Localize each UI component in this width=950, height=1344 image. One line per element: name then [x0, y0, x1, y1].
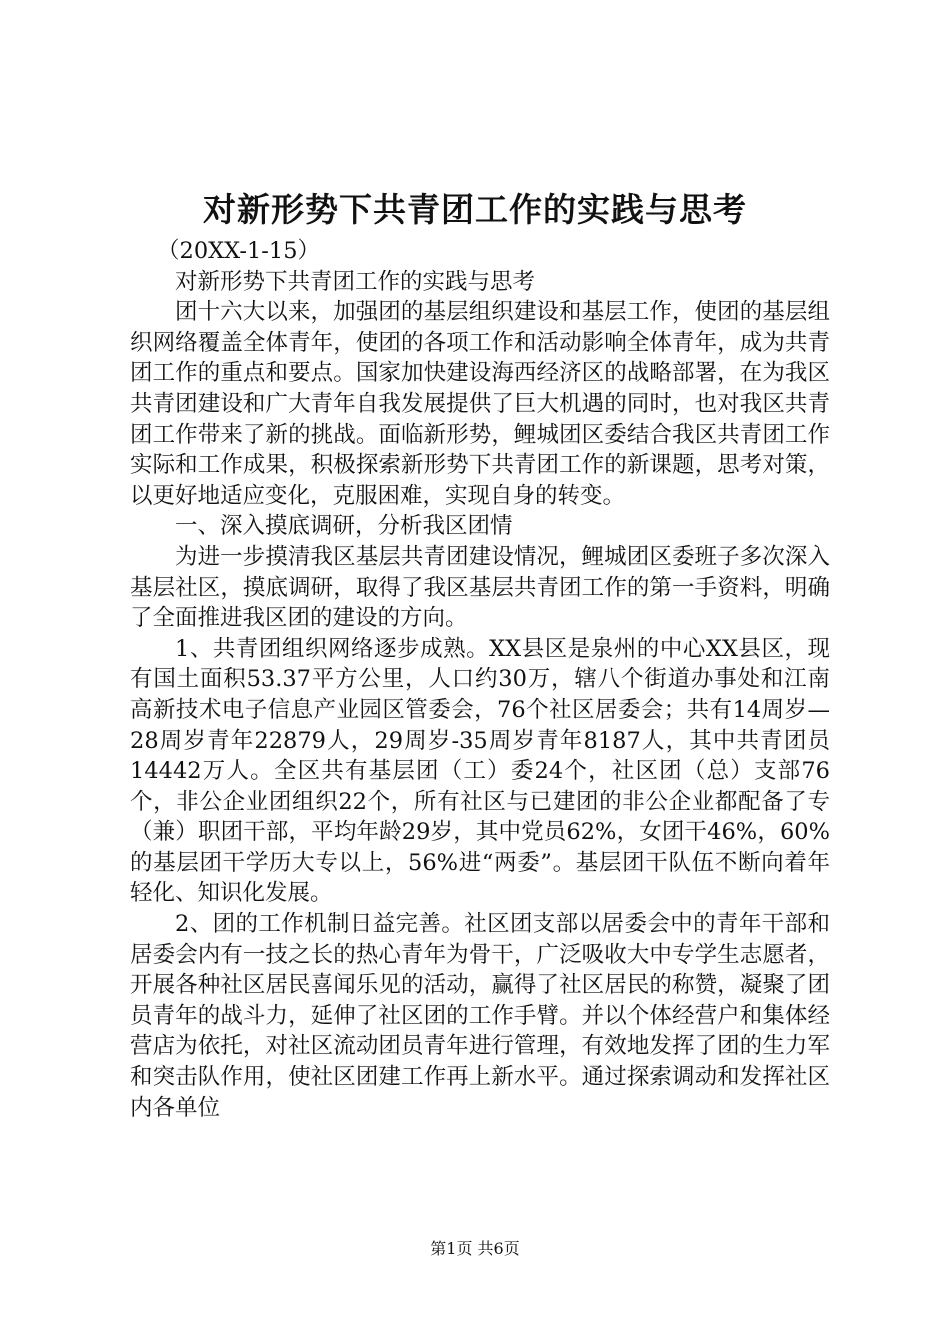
document-date: （20XX-1-15）: [157, 238, 321, 264]
document-title: 对新形势下共青团工作的实践与思考: [203, 190, 747, 229]
paragraph-intro: 团十六大以来，加强团的基层组织建设和基层工作，使团的基层组织网络覆盖全体青年，使团的各项工作和活动影响全体青年，成为共青团工作的重点和要点。国家加快建设海西经济区的战略部署，在为我区共青团建设和广大青年自我发展提供了巨大机遇的同时，也对我区共青团工作带来了新的挑战。面临新形势，鲤城团区委结合我区共青团工作实际和工作成果，积极探索新形势下共青团工作的新课题，思考对策，以更好地适应变化，克服困难，实现自身的转变。: [130, 299, 830, 509]
paragraph-subtitle: 对新形势下共青团工作的实践与思考: [175, 268, 536, 295]
paragraph-research: 为进一步摸清我区基层共青团建设情况，鲤城团区委班子多次深入基层社区，摸底调研，取得了我区基层共青团工作的第一手资料，明确了全面推进我区团的建设的方向。: [130, 543, 830, 632]
section-heading-1: 一、深入摸底调研，分析我区团情: [175, 513, 513, 540]
document-body: [130, 236, 830, 1123]
paragraph-network: 1、共青团组织网络逐步成熟。XX县区是泉州的中心XX县区，现有国土面积53.37平方公里，人口约30万，辖八个街道办事处和江南高新技术电子信息产业园区管委会，76个社区居委会；共有14周岁—28周岁青年22879人，29周岁-35周岁青年8187人，其中共青团员14442万人。全区共有基层团（工）委24个，社区团（总）支部76个，非公企业团组织22个，所有社区与已建团的非公企业都配备了专（兼）职团干部，平均年龄29岁，其中党员62%，女团干46%，60%的基层团干学历大专以上，56%进“两委”。基层团干队伍不断向着年轻化、知识化发展。: [130, 635, 830, 907]
page-footer: 第1页 共6页: [430, 1239, 520, 1258]
paragraph-mechanism: 2、团的工作机制日益完善。社区团支部以居委会中的青年干部和居委会内有一技之长的热心青年为骨干，广泛吸收大中专学生志愿者，开展各种社区居民喜闻乐见的活动，赢得了社区居民的称赞，凝聚了团员青年的战斗力，延伸了社区团的工作手臂。并以个体经营户和集体经营店为依托，对社区流动团员青年进行管理，有效地发挥了团的生力军和突击队作用，使社区团建工作再上新水平。通过探索调动和发挥社区内各单位: [130, 911, 830, 1121]
